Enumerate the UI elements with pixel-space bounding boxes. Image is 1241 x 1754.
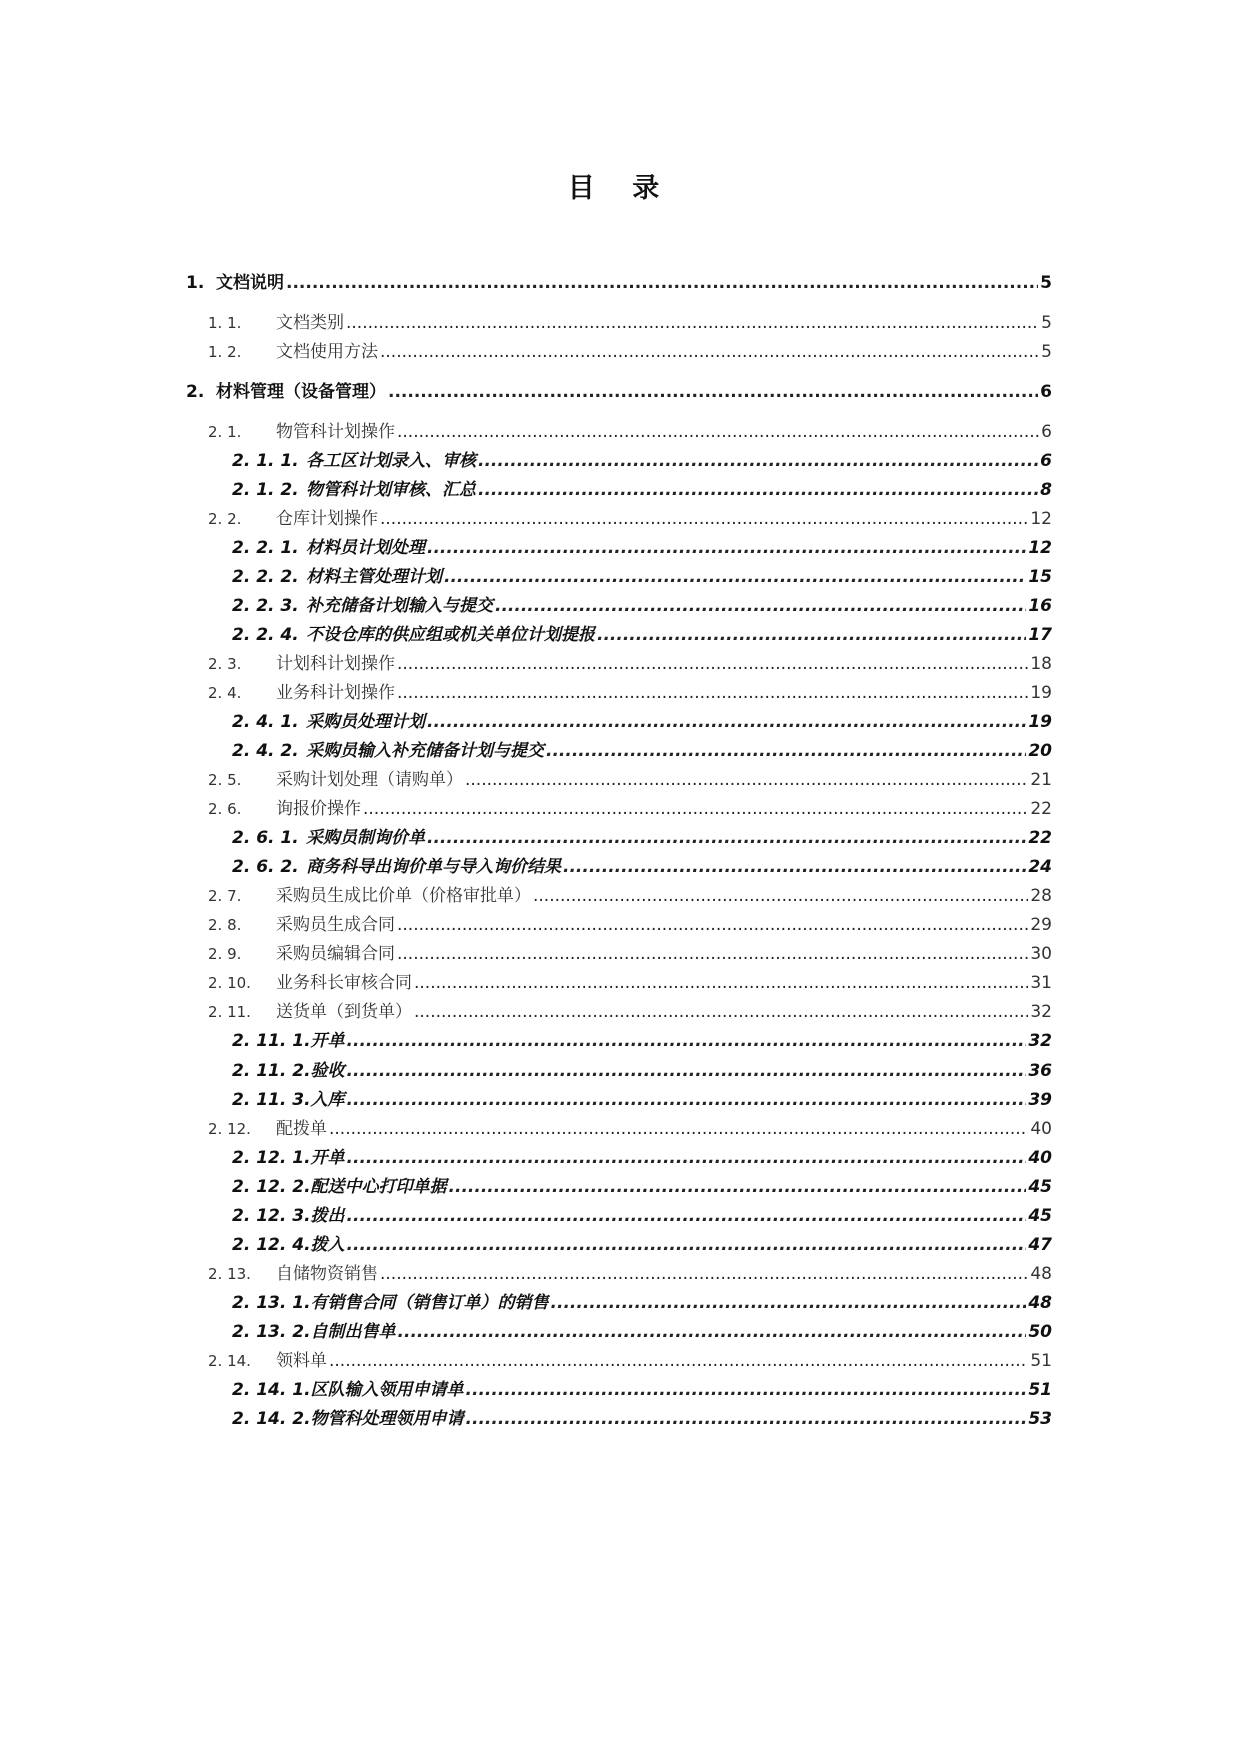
toc-entry-page-number: 28 <box>1030 886 1052 906</box>
toc-entry-page-number: 32 <box>1028 1031 1052 1051</box>
toc-dot-leader <box>388 382 1038 402</box>
toc-entry-number: 2. 10. <box>208 974 251 992</box>
toc-entry-number: 2. 1. 1. <box>232 451 299 471</box>
toc-dot-leader <box>427 712 1026 732</box>
toc-entry-page-number: 24 <box>1028 857 1052 877</box>
toc-entry-page-number: 45 <box>1028 1206 1052 1226</box>
toc-entry-label: 区队输入领用申请单 <box>310 1380 464 1400</box>
toc-entry-label: 材料员计划处理 <box>306 538 425 558</box>
toc-dot-leader <box>465 770 1028 790</box>
toc-dot-leader <box>533 886 1028 906</box>
toc-entry[interactable] <box>232 1201 1052 1225</box>
toc-entry[interactable] <box>232 852 1052 876</box>
toc-dot-leader <box>286 273 1038 293</box>
toc-entry-label: 物管科处理领用申请 <box>310 1409 464 1429</box>
toc-entry-label: 送货单（到货单） <box>276 1002 412 1022</box>
toc-entry-label: 验收 <box>310 1061 345 1081</box>
toc-entry[interactable] <box>208 678 1052 702</box>
toc-entry-page-number: 19 <box>1028 712 1052 732</box>
toc-entry[interactable] <box>232 1317 1052 1341</box>
toc-dot-leader <box>397 915 1028 935</box>
toc-entry-number: 2. 9. <box>208 945 242 963</box>
toc-entry-label: 采购计划处理（请购单） <box>276 770 463 790</box>
toc-entry[interactable] <box>208 997 1052 1021</box>
toc-entry-number: 1. 1. <box>208 314 242 332</box>
toc-entry[interactable] <box>232 1026 1052 1050</box>
toc-entry-page-number: 40 <box>1030 1119 1052 1139</box>
toc-dot-leader <box>495 596 1026 616</box>
toc-entry-number: 2. 4. 2. <box>232 741 299 761</box>
toc-entry-page-number: 22 <box>1028 828 1052 848</box>
toc-entry[interactable] <box>232 736 1052 760</box>
toc-entry[interactable] <box>186 268 1052 292</box>
toc-entry-number: 2. 4. <box>208 684 242 702</box>
toc-entry-number: 2. 14. 1. <box>232 1380 311 1400</box>
toc-dot-leader <box>347 1061 1027 1081</box>
toc-dot-leader <box>414 973 1028 993</box>
toc-entry-number: 2. 14. 2. <box>232 1409 311 1429</box>
toc-entry[interactable] <box>208 910 1052 934</box>
toc-entry-label: 文档说明 <box>216 273 284 293</box>
toc-entry-number: 2. 13. <box>208 1265 251 1283</box>
toc-entry-number: 2. 11. 1. <box>232 1031 311 1051</box>
toc-entry-number: 2. 12. <box>208 1120 251 1138</box>
toc-entry-page-number: 15 <box>1028 567 1052 587</box>
toc-entry-label: 各工区计划录入、审核 <box>306 451 476 471</box>
toc-dot-leader <box>478 451 1038 471</box>
toc-dot-leader <box>363 799 1028 819</box>
toc-entry-page-number: 45 <box>1028 1177 1052 1197</box>
toc-entry[interactable] <box>232 475 1052 499</box>
toc-entry-label: 材料主管处理计划 <box>306 567 442 587</box>
toc-entry-page-number: 48 <box>1030 1264 1052 1284</box>
toc-entry[interactable] <box>208 504 1052 528</box>
toc-entry-page-number: 6 <box>1040 382 1052 402</box>
toc-entry[interactable] <box>208 1346 1052 1370</box>
toc-entry-label: 拨出 <box>310 1206 345 1226</box>
toc-entry-page-number: 16 <box>1028 596 1052 616</box>
toc-entry-page-number: 5 <box>1041 342 1052 362</box>
toc-entry-page-number: 12 <box>1028 538 1052 558</box>
toc-entry[interactable] <box>232 1172 1052 1196</box>
toc-entry[interactable] <box>232 1230 1052 1254</box>
toc-dot-leader <box>449 1177 1027 1197</box>
toc-dot-leader <box>597 625 1026 645</box>
toc-entry-label: 拨入 <box>310 1235 345 1255</box>
toc-entry-page-number: 17 <box>1028 625 1052 645</box>
toc-dot-leader <box>397 422 1039 442</box>
toc-entry[interactable] <box>208 1259 1052 1283</box>
toc-entry-number: 2. 6. 2. <box>232 857 299 877</box>
toc-entry-number: 2. 11. <box>208 1003 251 1021</box>
toc-entry-number: 2. 6. <box>208 800 242 818</box>
toc-entry-label: 自储物资销售 <box>276 1264 378 1284</box>
toc-entry-number: 2. 13. 2. <box>232 1322 311 1342</box>
toc-dot-leader <box>546 741 1026 761</box>
toc-entry-page-number: 53 <box>1028 1409 1052 1429</box>
toc-dot-leader <box>398 1322 1027 1342</box>
toc-entry-page-number: 31 <box>1030 973 1052 993</box>
toc-dot-leader <box>427 828 1026 848</box>
toc-entry-label: 采购员处理计划 <box>306 712 425 732</box>
toc-entry-number: 2. 14. <box>208 1352 251 1370</box>
toc-entry-page-number: 51 <box>1030 1351 1052 1371</box>
toc-entry[interactable] <box>232 823 1052 847</box>
toc-dot-leader <box>466 1380 1027 1400</box>
toc-entry-page-number: 39 <box>1028 1090 1052 1110</box>
toc-entry-label: 不设仓库的供应组或机关单位计划提报 <box>306 625 595 645</box>
toc-entry-page-number: 8 <box>1040 480 1052 500</box>
toc-dot-leader <box>397 683 1028 703</box>
toc-dot-leader <box>347 1090 1027 1110</box>
toc-entry-label: 入库 <box>310 1090 345 1110</box>
toc-entry-label: 采购员编辑合同 <box>276 944 395 964</box>
toc-dot-leader <box>329 1119 1028 1139</box>
toc-entry-page-number: 29 <box>1030 915 1052 935</box>
toc-entry-number: 2. 12. 4. <box>232 1235 311 1255</box>
toc-entry-number: 2. 11. 3. <box>232 1090 311 1110</box>
toc-entry-label: 采购员生成合同 <box>276 915 395 935</box>
toc-entry[interactable] <box>232 1085 1052 1109</box>
toc-entry-label: 补充储备计划输入与提交 <box>306 596 493 616</box>
toc-entry-number: 2. 1. 2. <box>232 480 299 500</box>
toc-dot-leader <box>551 1293 1027 1313</box>
toc-entry-label: 采购员制询价单 <box>306 828 425 848</box>
toc-entry-number: 2. 13. 1. <box>232 1293 311 1313</box>
toc-entry[interactable] <box>232 1288 1052 1312</box>
toc-dot-leader <box>478 480 1038 500</box>
toc-entry[interactable] <box>232 620 1052 644</box>
toc-dot-leader <box>347 1148 1027 1168</box>
toc-entry-label: 开单 <box>310 1148 345 1168</box>
toc-entry-label: 领料单 <box>276 1351 327 1371</box>
toc-entry-label: 业务科计划操作 <box>276 683 395 703</box>
toc-dot-leader <box>380 342 1039 362</box>
toc-entry-label: 有销售合同（销售订单）的销售 <box>310 1293 549 1313</box>
toc-entry-page-number: 18 <box>1030 654 1052 674</box>
toc-dot-leader <box>346 313 1039 333</box>
toc-entry-page-number: 5 <box>1041 313 1052 333</box>
toc-entry-page-number: 20 <box>1028 741 1052 761</box>
toc-dot-leader <box>397 944 1028 964</box>
toc-entry-page-number: 21 <box>1030 770 1052 790</box>
toc-entry-label: 开单 <box>310 1031 345 1051</box>
toc-entry-number: 2. 3. <box>208 655 242 673</box>
toc-entry[interactable] <box>208 765 1052 789</box>
toc-entry-number: 2. 12. 1. <box>232 1148 311 1168</box>
toc-entry-page-number: 36 <box>1028 1061 1052 1081</box>
toc-entry-label: 配送中心打印单据 <box>310 1177 447 1197</box>
toc-entry-number: 2. 2. 3. <box>232 596 299 616</box>
toc-dot-leader <box>414 1002 1028 1022</box>
toc-entry[interactable] <box>208 649 1052 673</box>
toc-entry-number: 2. 7. <box>208 887 242 905</box>
toc-entry[interactable] <box>208 308 1052 332</box>
toc-entry[interactable] <box>208 417 1052 441</box>
toc-entry-page-number: 22 <box>1030 799 1052 819</box>
toc-entry-page-number: 12 <box>1030 509 1052 529</box>
toc-dot-leader <box>380 1264 1028 1284</box>
toc-dot-leader <box>563 857 1026 877</box>
toc-entry-label: 采购员生成比价单（价格审批单） <box>276 886 531 906</box>
toc-entry[interactable] <box>186 377 1052 401</box>
toc-entry-page-number: 51 <box>1028 1380 1052 1400</box>
toc-entry-page-number: 32 <box>1030 1002 1052 1022</box>
toc-entry-number: 2. 2. 4. <box>232 625 299 645</box>
toc-entry[interactable] <box>232 1375 1052 1399</box>
toc-entry-label: 物管科计划审核、汇总 <box>306 480 476 500</box>
toc-entry-number: 2. 6. 1. <box>232 828 299 848</box>
toc-entry-number: 2. 12. 3. <box>232 1206 311 1226</box>
page-title: 目 录 <box>567 173 674 204</box>
toc-entry-label: 配拨单 <box>276 1119 327 1139</box>
toc-entry-label: 商务科导出询价单与导入询价结果 <box>306 857 561 877</box>
toc-dot-leader <box>329 1351 1028 1371</box>
toc-entry[interactable] <box>232 1404 1052 1428</box>
toc-entry[interactable] <box>232 562 1052 586</box>
toc-entry-label: 询报价操作 <box>276 799 361 819</box>
toc-dot-leader <box>347 1235 1027 1255</box>
toc-entry-page-number: 48 <box>1028 1293 1052 1313</box>
toc-dot-leader <box>347 1031 1027 1051</box>
toc-entry-page-number: 30 <box>1030 944 1052 964</box>
toc-entry[interactable] <box>232 1143 1052 1167</box>
toc-dot-leader <box>347 1206 1027 1226</box>
toc-dot-leader <box>397 654 1028 674</box>
toc-entry-number: 1. <box>186 273 205 293</box>
toc-entry[interactable] <box>208 939 1052 963</box>
toc-entry[interactable] <box>208 337 1052 361</box>
toc-entry-label: 仓库计划操作 <box>276 509 378 529</box>
toc-dot-leader <box>444 567 1026 587</box>
toc-entry-page-number: 5 <box>1040 273 1052 293</box>
toc-entry-label: 自制出售单 <box>310 1322 396 1342</box>
toc-entry-number: 2. 5. <box>208 771 242 789</box>
toc-entry[interactable] <box>208 1114 1052 1138</box>
toc-entry[interactable] <box>232 1056 1052 1080</box>
toc-entry-label: 业务科长审核合同 <box>276 973 412 993</box>
toc-entry-page-number: 47 <box>1028 1235 1052 1255</box>
toc-entry-number: 2. 2. 2. <box>232 567 299 587</box>
toc-entry[interactable] <box>208 881 1052 905</box>
toc-entry-number: 2. 2. 1. <box>232 538 299 558</box>
toc-entry-number: 2. 8. <box>208 916 242 934</box>
toc-entry-page-number: 6 <box>1041 422 1052 442</box>
toc-entry-number: 2. 2. <box>208 510 242 528</box>
toc-entry[interactable] <box>232 591 1052 615</box>
toc-entry-page-number: 19 <box>1030 683 1052 703</box>
toc-entry[interactable] <box>232 533 1052 557</box>
toc-entry-label: 物管科计划操作 <box>276 422 395 442</box>
toc-entry[interactable] <box>208 968 1052 992</box>
toc-entry-label: 材料管理（设备管理） <box>216 382 386 402</box>
toc-entry-number: 2. 11. 2. <box>232 1061 311 1081</box>
toc-entry[interactable] <box>232 446 1052 470</box>
toc-entry-label: 文档使用方法 <box>276 342 378 362</box>
toc-entry-number: 1. 2. <box>208 343 242 361</box>
toc-entry-page-number: 50 <box>1028 1322 1052 1342</box>
toc-entry-label: 文档类别 <box>276 313 344 333</box>
toc-dot-leader <box>466 1409 1027 1429</box>
toc-entry[interactable] <box>208 794 1052 818</box>
toc-dot-leader <box>380 509 1028 529</box>
toc-entry-number: 2. 12. 2. <box>232 1177 311 1197</box>
toc-entry-number: 2. <box>186 382 205 402</box>
toc-entry-number: 2. 1. <box>208 423 242 441</box>
toc-entry[interactable] <box>232 707 1052 731</box>
toc-entry-label: 采购员输入补充储备计划与提交 <box>306 741 544 761</box>
toc-entry-number: 2. 4. 1. <box>232 712 299 732</box>
toc-dot-leader <box>427 538 1026 558</box>
toc-entry-label: 计划科计划操作 <box>276 654 395 674</box>
toc-entry-page-number: 6 <box>1040 451 1052 471</box>
toc-entry-page-number: 40 <box>1028 1148 1052 1168</box>
